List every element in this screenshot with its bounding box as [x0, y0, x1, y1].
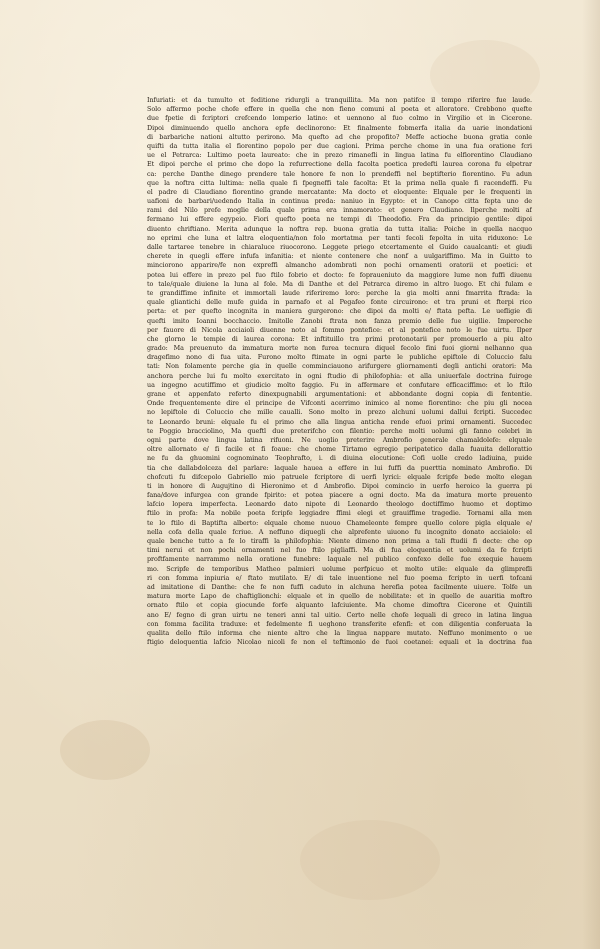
text-line: con fomma facilita traduxe: et fedelmente fi ueghono transferite efenfi: et con diligentia conferuata la: [147, 619, 532, 628]
text-line: ca: perche Danthe dinego prendere tale honore fe non lo prendeffi nel beptifterio fiorentino. Fu adun: [147, 169, 532, 178]
page-edge-shadow: [582, 0, 600, 949]
paper-stain: [60, 720, 150, 780]
text-line: ftilo in profa: Ma nobile poeta fcripfe leggiadre ffimi elegi et grauiffime tragedie. Tornami alla men: [147, 509, 532, 518]
text-line: fana/dove infurgea con grande fpirito: et potea piacere a ogni docto. Ma da imatura morte preuento: [147, 491, 532, 500]
text-line: di barbariche nationi altutto perirono. Ma quefto ad che propofito? Meffe actioche buona gratia conle: [147, 132, 532, 141]
text-line: ti in honore di Augujtino di Hieronimo et d Ambrofio. Dipoi comincio in uerfo heroico la guerra pi: [147, 481, 532, 490]
text-line: to tale/quale diuiene la luna al fole. Ma di Danthe et del Petrarca diremo in altro luogo. Et chi fulam e: [147, 279, 532, 288]
text-line: ftigio deloquentia lafcio Nicolao nicoli fe non el teftimonio de fuoi coetanei: equali et la doctrina fua: [147, 638, 532, 647]
text-line: te Leonardo bruni: elquale fu el primo che alla lingua anticha rende efuoi primi ornamenti. Succedec: [147, 417, 532, 426]
text-line: mo. Scripfe de temporibus Matheo palmieri uolume perfpicuo et molto utile: elquale da glimprefli: [147, 564, 532, 573]
text-line: fermano lui effere egypeio. Fiori quefto poeta ne tempi di Theodofio. Fra da principio gentile: dipoi: [147, 215, 532, 224]
text-line: lafcio lopera imperfecta. Leonardo dato nipote di Leonardo theologo doctiffimo huomo et doptimo: [147, 500, 532, 509]
text-line: due fpetie di fcriptori crefcendo lomperio latino: et uennono al fuo colmo in Virgilio et in Cicerone.: [147, 114, 532, 123]
text-line: ad imitatione di Danthe: che fe non fuffi caduto in alchuna herefia potea facilmente uiuere. Tolfe un: [147, 582, 532, 591]
text-line: rami del Nilo prefe moglie della quale prima era innamorato: et genero Claudiano. Ilperche molti af: [147, 206, 532, 215]
text-line: te Poggio bracciolino, Ma queftl due preterifcho con filentio: perche molti uolumi gli fanno celebri in: [147, 426, 532, 435]
paper-stain: [300, 820, 440, 900]
printed-text-column: [147, 96, 532, 649]
text-line: ne fu da ghuomini cognominato Teophrafto, i. di diuina elocutione: Cofi uolle credo ladiuina, puide: [147, 454, 532, 463]
text-line: ornato ftilo et copia giocunde forfe alquanto lafciuiente. Ma chome dimoftra Cicerone et Quintili: [147, 601, 532, 610]
text-line: quale gliantichi delle mufe guida in parnafo et al Pegafeo fonte circuirono: et tra pruni et fterpi rico: [147, 298, 532, 307]
text-line: minciorono apparire/fe non expreffi almancho adombrati non pochi ornamenti oratorii et poetici: et: [147, 261, 532, 270]
text-line: dragefimo nono di fua uita. Furono molto ftimate in ogni parte le publiche epiftole di Coluccio falu: [147, 353, 532, 362]
text-line: per fauore di Nicola acciaioli diuenne noto al fommo pontefice: et al pontefice noto le fue uirtu. Ilper: [147, 325, 532, 334]
text-line: no lepiftole di Coluccio che mille caualli. Sono molto in prezo alchuni uolumi dallui fcripti. Succedec: [147, 408, 532, 417]
text-line: Onde frequentemente dire el principe de Vifconti acerrimo inimico al nome fiorentino: che piu gli nocea: [147, 399, 532, 408]
text-line: ri con fomma inpiuria e/ ftato mutilato. E/ di tale inuentione nel fuo poema fcripto in uerfi tofcani: [147, 573, 532, 582]
text-line: te lo ftilo di Baptifta alberto: elquale chome nuouo Chameleonte fempre quello colore pigla elquale e/: [147, 518, 532, 527]
text-line: Dipoi diminuendo quello anchora epfe declinorono: Et finalmente fobmerfa italia da uarie inondationi: [147, 123, 532, 132]
text-line: dalle tartaree tenebre in chiaraluce riuocorono. Leggete priego etcertamente el Guido caualcanti: et giudi: [147, 243, 532, 251]
text-line: tia che dallabdolceza del parlare: laquale hauea a effere in lui fuffi da puerttia nominato Ambrofio. Di: [147, 463, 532, 472]
text-line: tati: Non folamente perche gia in quelle comminciauono arifurgere gliornamenti degli antichi oratori: Ma: [147, 362, 532, 371]
text-line: te grandiffime infinite et immortali laude riferiremo loro: perche la gia molti anni fmarrita ftrada: la: [147, 288, 532, 297]
text-line: quifti da tutta italia el fiorentino popolo per due cagioni. Prima perche chome in una fua oratione fcri: [147, 141, 532, 150]
text-line: matura morte Lapo de chaftiglionchi: elquale et in quello de nobilitate: et in quello de auaritia moftro: [147, 592, 532, 601]
text-line: ua ingegno acutiffimo et giudicio molto faggio. Fu in affermare et confutare efficaciffimo: et lo ftilo: [147, 380, 532, 389]
text-line: proftfamente narrammo nella oratione funebre: laquale nel publico confexo delle fue exequie hauem: [147, 555, 532, 564]
text-line: potea lui effere in prezo pel fuo ftilo fobrio et docto: fe fopraueniuto da maggiore lume non fuffi diuenu: [147, 270, 532, 279]
text-line: Infuriati: et da tumulto et feditione ridurgli a tranquillita. Ma non patifce il tempo riferire fue laude.: [147, 96, 532, 104]
text-line: timi nerui et non pochi ornamenti nel fuo ftilo pigliaffi. Ma di fua eloquentia et uolumi da fe fcripti: [147, 546, 532, 555]
text-line: cherete in quegli effere infufa infanitia: et niente contenere che nonf a uulgariffimo. Ma in Guitto to: [147, 252, 532, 261]
text-line: el padre di Claudiano fiorentino grande mercatante: Ma docto et eloquente: Elquale per le frequenti in: [147, 187, 532, 196]
text-line: oltre allornato e/ fi facile et fi foaue: che chome Tirtamo egregio peripatetico dalla fuauita dellorattio: [147, 445, 532, 454]
text-line: anchora perche lui fu molto exercitato in ogni ftudio di philofophia: et alla uniuerfale doctrina fuiroge: [147, 371, 532, 380]
text-line: no eprimi che luna et laltra eloquentia/non folo mortatma per tanti fecoli fepolta in uita riduxono: Le: [147, 233, 532, 242]
text-line: ogni parte dove lingua latina rifuoni. Ne uoglio preterire Ambrofio generale chamaldolefe: elquale: [147, 435, 532, 444]
text-line: diuento chriftiano. Merita adunque la noftra rep. buona gratia da tutta italia: Poiche in quella nacquo: [147, 224, 532, 233]
text-line: che glorno le tempie di laurea corona: Et inftituillo tra primi protonotarii per promouerlo a piu alto: [147, 334, 532, 343]
text-line: qualita dello ftilo informa che niente altro che la lingua nappare mutato. Neffuno monimento o ue: [147, 628, 532, 637]
text-line: grane et appenfato referto dinexpugnabili argumentationi: et abbondante dogni copia di fententie.: [147, 390, 532, 398]
text-line: uafioni de barbari/uedendo Italia in continua preda: naniuo in Egypto: et in Canopo citta fepta uno de: [147, 197, 532, 206]
text-line: ano E/ fegno di gran uirtu ne teneri anni tal uitio. Certo nelle chofe lequali di greco in latina lingua: [147, 610, 532, 619]
text-line: Solo affermo poche chofe effere in quella che non fieno comuni al poeta et alloratore. Crebbono quefte: [147, 105, 532, 114]
text-line: quale benche tutto a fe lo tiraffi la philofophia: Niente dimeno non prima a tali ftudii fi decte: che op: [147, 537, 532, 545]
text-line: grado: Ma preuenuto da immatura morte non furea tecnura diquel fecolo fini fuoi giorni nelhanno qua: [147, 344, 532, 353]
text-line: ue el Petrarca: Lultimo poeta laureato: che in prezo rimanefli in lingua latina fu elfiorentino Claudiano: [147, 151, 532, 160]
text-line: quefti imito Ioanni bocchaccio. Imitolle Zanobi ftrata non fanza premio delle fue uigilie. Imperoche: [147, 316, 532, 325]
text-line: que la noftra citta lultima: nella quale fi fpegneffi tale facolta: Et la prima nella quale fi racendeffi. Fu: [147, 178, 532, 187]
text-line: chofcuti fu difcepolo Gabriello mio patruele fcriptore di uerfi lyrici: elquale fcripfe bede molto elegan: [147, 472, 532, 481]
text-line: nella cofa della quale fcriue. A neffuno diquegli che alprefente uiuono fu incognito donato acciaiolo: el: [147, 527, 532, 536]
text-line: perta: et per quefto incognita in maniera gurgerono: che dipoi da molti e/ ftata pefta. Le uefligie di: [147, 307, 532, 316]
text-line: Et dipoi perche el primo che dopo la refurrectione della facolta poetica predefti laurea corona fu elpetrar: [147, 160, 532, 169]
